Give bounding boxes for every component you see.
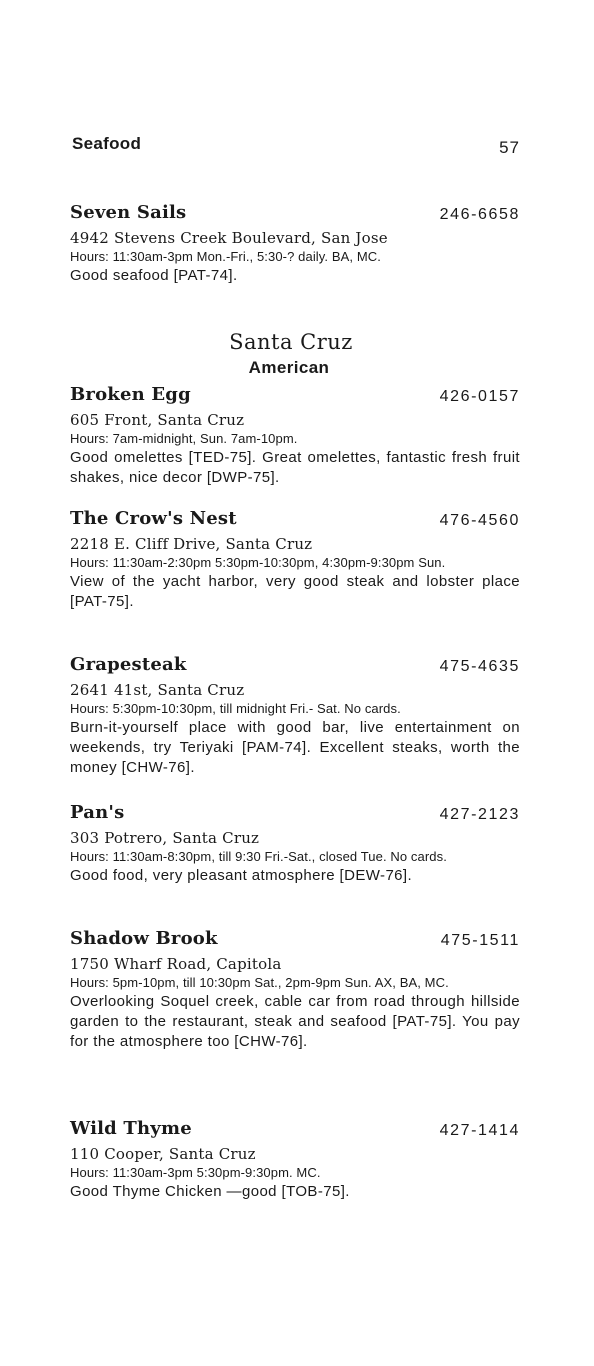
restaurant-phone: 427-1414 <box>439 1122 520 1139</box>
restaurant-hours: Hours: 5pm-10pm, till 10:30pm Sat., 2pm-9pm Sun. AX, BA, MC. <box>70 975 449 990</box>
restaurant-address: 2218 E. Cliff Drive, Santa Cruz <box>70 535 313 553</box>
restaurant-phone: 246-6658 <box>439 206 520 223</box>
entry-head <box>70 508 520 534</box>
page-header <box>72 134 520 164</box>
restaurant-hours: Hours: 11:30am-3pm Mon.-Fri., 5:30-? daily. BA, MC. <box>70 249 381 264</box>
restaurant-review: Good omelettes [TED-75]. Great omelettes, fantastic fresh fruit shakes, nice decor [DWP-75]. <box>70 449 520 486</box>
restaurant-phone: 426-0157 <box>439 388 520 405</box>
restaurant-phone: 476-4560 <box>439 512 520 529</box>
restaurant-name: Broken Egg <box>70 384 191 405</box>
restaurant-hours: Hours: 11:30am-8:30pm, till 9:30 Fri.-Sat., closed Tue. No cards. <box>70 849 447 864</box>
restaurant-review: Good Thyme Chicken —good [TOB-75]. <box>70 1183 350 1200</box>
restaurant-address: 4942 Stevens Creek Boulevard, San Jose <box>70 229 388 247</box>
restaurant-review: Overlooking Soquel creek, cable car from road through hillside garden to the restaurant, steak and seafood [PAT-75]. You pay for the atmosphere too [CHW-76]. <box>70 993 520 1050</box>
entry-head <box>70 384 520 410</box>
page-number: 57 <box>499 138 520 157</box>
restaurant-hours: Hours: 5:30pm-10:30pm, till midnight Fri.- Sat. No cards. <box>70 701 401 716</box>
restaurant-entry-grapesteak <box>70 654 520 778</box>
entry-head <box>70 654 520 680</box>
restaurant-entry-broken-egg <box>70 384 520 488</box>
restaurant-entry-pans <box>70 802 520 886</box>
restaurant-hours: Hours: 11:30am-2:30pm 5:30pm-10:30pm, 4:30pm-9:30pm Sun. <box>70 555 446 570</box>
restaurant-phone: 475-1511 <box>440 932 520 949</box>
restaurant-address: 605 Front, Santa Cruz <box>70 411 245 429</box>
restaurant-review: Good seafood [PAT-74]. <box>70 267 238 284</box>
cuisine-heading: American <box>248 358 330 377</box>
restaurant-hours: Hours: 7am-midnight, Sun. 7am-10pm. <box>70 431 298 446</box>
restaurant-name: Seven Sails <box>70 202 187 223</box>
restaurant-name: Wild Thyme <box>70 1118 192 1139</box>
entry-head <box>70 202 520 228</box>
section-name: Seafood <box>72 134 142 153</box>
restaurant-phone: 427-2123 <box>439 806 520 823</box>
restaurant-name: Shadow Brook <box>70 928 218 949</box>
restaurant-entry-wild-thyme <box>70 1118 520 1202</box>
entry-head <box>70 928 520 954</box>
restaurant-review: View of the yacht harbor, very good steak and lobster place [PAT-75]. <box>70 573 520 610</box>
entry-head <box>70 1118 520 1144</box>
city-heading: Santa Cruz <box>229 330 353 354</box>
restaurant-entry-crows-nest <box>70 508 520 612</box>
restaurant-hours: Hours: 11:30am-3pm 5:30pm-9:30pm. MC. <box>70 1165 321 1180</box>
restaurant-phone: 475-4635 <box>439 658 520 675</box>
restaurant-address: 110 Cooper, Santa Cruz <box>70 1145 256 1163</box>
restaurant-review: Burn-it-yourself place with good bar, live entertainment on weekends, try Teriyaki [PAM-74]. Excellent steaks, worth the money [CHW-76]. <box>70 719 520 776</box>
restaurant-address: 1750 Wharf Road, Capitola <box>70 955 282 973</box>
restaurant-address: 2641 41st, Santa Cruz <box>70 681 245 699</box>
restaurant-entry-shadow-brook <box>70 928 520 1052</box>
restaurant-name: Pan's <box>70 802 125 823</box>
restaurant-name: Grapesteak <box>70 654 187 675</box>
restaurant-address: 303 Potrero, Santa Cruz <box>70 829 260 847</box>
entry-head <box>70 802 520 828</box>
restaurant-review: Good food, very pleasant atmosphere [DEW-76]. <box>70 867 413 884</box>
restaurant-entry-seven-sails <box>70 202 520 286</box>
restaurant-name: The Crow's Nest <box>70 508 237 529</box>
